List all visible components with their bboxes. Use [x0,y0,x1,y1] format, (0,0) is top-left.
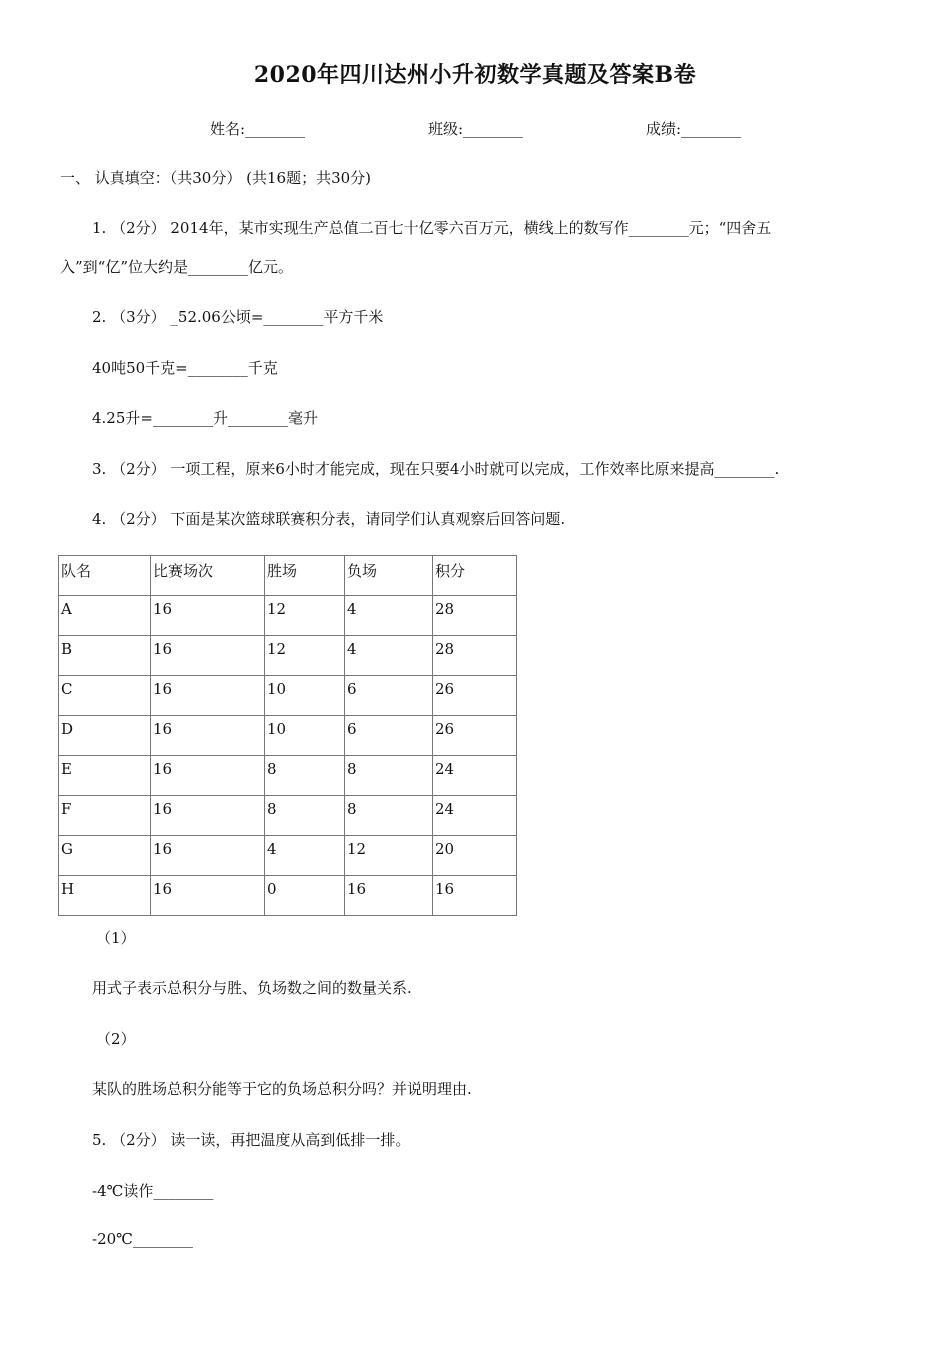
table-cell: 24 [433,756,517,796]
table-cell: 12 [265,596,345,636]
q5-line2: -20℃________ [92,1230,193,1248]
header-cell: 队名 [59,556,151,596]
table-cell: 16 [151,796,265,836]
table-row [59,836,517,876]
table-cell: G [59,836,151,876]
table-cell: 4 [345,596,433,636]
table-row [59,636,517,676]
table-header-row [59,556,517,596]
table-row [59,596,517,636]
q2-mark: _ [170,308,178,326]
table-cell: 8 [345,796,433,836]
table-cell: 16 [151,596,265,636]
table-cell: 4 [345,636,433,676]
header-cell: 负场 [345,556,433,596]
section-heading: 一、 认真填空：（共30分） (共16题；共30分) [60,169,372,187]
table-row [59,756,517,796]
q2-line1-rest: 52.06公顷=________平方千米 [177,308,384,326]
table-row [59,796,517,836]
document-title: 2020年四川达州小升初数学真题及答案B卷 [253,62,697,88]
q4-sub2-number: （2） [96,1030,136,1048]
table-cell: 8 [265,756,345,796]
score-table [58,555,517,916]
q3-text: 3. （2分） 一项工程，原来6小时才能完成，现在只要4小时就可以完成，工作效率比原来提高________. [92,460,780,478]
table-cell: 10 [265,716,345,756]
table-cell: 12 [265,636,345,676]
table-cell: A [59,596,151,636]
q1-line2: 入”到“亿”位大约是________亿元。 [60,258,294,276]
name-field: 姓名:________ [210,120,306,138]
table-cell: F [59,796,151,836]
table-cell: B [59,636,151,676]
header-cell: 胜场 [265,556,345,596]
table-cell: 26 [433,716,517,756]
q1-line1: 1. （2分） 2014年，某市实现生产总值二百七十亿零六百万元，横线上的数写作________元；“四舍五 [92,219,772,237]
table-cell: 16 [151,876,265,916]
table-cell: 24 [433,796,517,836]
table-cell: 16 [345,876,433,916]
header-cell: 积分 [433,556,517,596]
q4-sub2-text: 某队的胜场总积分能等于它的负场总积分吗？并说明理由. [92,1080,472,1098]
table-cell: 6 [345,676,433,716]
table-cell: 12 [345,836,433,876]
table-cell: 20 [433,836,517,876]
table-cell: E [59,756,151,796]
table-cell: D [59,716,151,756]
table-row [59,876,517,916]
header-cell: 比赛场次 [151,556,265,596]
table-cell: 16 [151,836,265,876]
table-cell: 4 [265,836,345,876]
q4-sub1-number: （1） [96,929,136,947]
table-row [59,676,517,716]
table-cell: 8 [265,796,345,836]
table-cell: 16 [151,636,265,676]
table-cell: 10 [265,676,345,716]
q2-prefix: 2. （3分） [92,308,171,326]
q2-line1 [92,306,383,327]
q5-stem: 5. （2分） 读一读，再把温度从高到低排一排。 [92,1131,411,1149]
q2-line2: 40吨50千克=________千克 [92,359,278,377]
table-cell: 28 [433,636,517,676]
score-field: 成绩:________ [646,120,742,138]
table-row [59,716,517,756]
class-field: 班级:________ [428,120,524,138]
table-cell: 16 [151,756,265,796]
table-cell: 0 [265,876,345,916]
table-cell: H [59,876,151,916]
table-cell: 16 [151,676,265,716]
q2-line3: 4.25升=________升________毫升 [92,409,318,427]
table-cell: 26 [433,676,517,716]
table-cell: 8 [345,756,433,796]
q4-sub1-text: 用式子表示总积分与胜、负场数之间的数量关系. [92,979,412,997]
q5-line1: -4℃读作________ [92,1182,214,1200]
q4-stem: 4. （2分） 下面是某次篮球联赛积分表，请同学们认真观察后回答问题. [92,510,566,528]
table-cell: 28 [433,596,517,636]
table-cell: 6 [345,716,433,756]
table-cell: 16 [433,876,517,916]
table-cell: C [59,676,151,716]
table-cell: 16 [151,716,265,756]
